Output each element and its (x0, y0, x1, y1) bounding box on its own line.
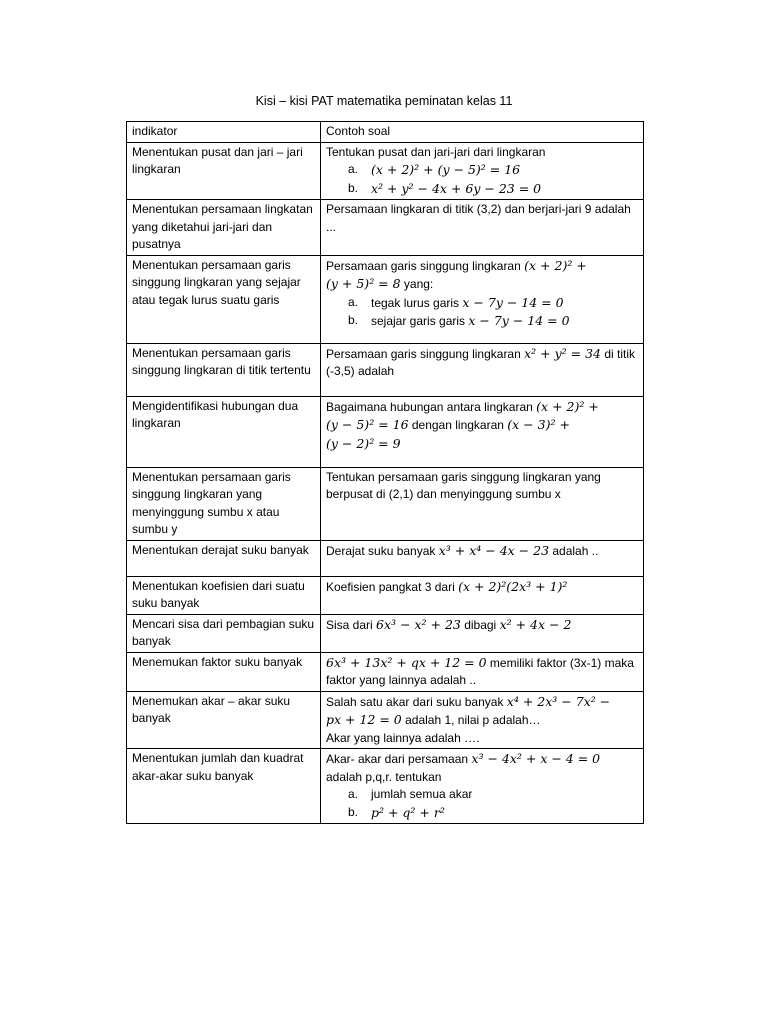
option-list (326, 786, 639, 822)
equation: x³ + x⁴ − 4x − 23 (438, 542, 550, 558)
header-indikator: indikator (127, 122, 321, 143)
soal-cell: Sisa dari 6x³ − x² + 23 dibagi x² + 4x − 2 (321, 614, 644, 652)
soal-text: (y − 5)² = 16 dengan lingkaran (x − 3)² + (326, 417, 570, 432)
equation: x³ − 4x² + x − 4 = 0 (471, 751, 601, 766)
equation: x² + 4x − 2 (499, 616, 572, 632)
document-title: Kisi – kisi PAT matematika peminatan kelas 11 (255, 94, 513, 108)
indikator-cell: Menentukan persamaan garis singgung lingkaran yang sejajar atau tegak lurus suatu garis (127, 255, 321, 343)
indikator-cell: Menentukan pusat dan jari – jari lingkaran (127, 142, 321, 200)
equation: x − 7y − 14 = 0 (462, 294, 564, 310)
option-b: b. x² + y² − 4x + 6y − 23 = 0 (348, 180, 542, 196)
table-row (127, 200, 644, 256)
option-list (326, 294, 639, 331)
equation: (y − 2)² = 9 (326, 435, 401, 451)
equation: 6x³ − x² + 23 (376, 616, 461, 632)
soal-cell: 6x³ + 13x² + qx + 12 = 0 memiliki faktor (3x-1) maka faktor yang lainnya adalah .. (321, 652, 644, 691)
soal-text: Akar yang lainnya adalah …. (326, 730, 480, 745)
soal-text: Tentukan pusat dan jari-jari dari lingkaran (326, 144, 546, 159)
option-b: b. p² + q² + r² (348, 804, 445, 820)
equation: (y − 5)² = 16 (326, 417, 409, 432)
indikator-cell: Menentukan jumlah dan kuadrat akar-akar suku banyak (127, 749, 321, 824)
table-row (127, 691, 644, 749)
equation: (x + 2)²(2x³ + 1)² (458, 578, 568, 594)
indikator-cell: Menentukan derajat suku banyak (127, 540, 321, 576)
equation: 6x³ + 13x² + qx + 12 = 0 (326, 654, 487, 670)
indikator-cell: Menemukan faktor suku banyak (127, 652, 321, 691)
soal-text: adalah p,q,r. tentukan (326, 769, 442, 784)
table-row (127, 255, 644, 343)
table-header-row (127, 122, 644, 143)
table-row (127, 652, 644, 691)
table-row (127, 396, 644, 467)
equation: px + 12 = 0 (326, 712, 402, 727)
equation: x⁴ + 2x³ − 7x² − (506, 693, 611, 709)
option-b: b. sejajar garis garis x − 7y − 14 = 0 (348, 313, 570, 328)
option-a: a. tegak lurus garis x − 7y − 14 = 0 (348, 294, 564, 310)
equation: x² + y² − 4x + 6y − 23 = 0 (371, 180, 542, 196)
soal-cell (321, 396, 644, 467)
indikator-cell: Menentukan persamaan garis singgung lingkaran di titik tertentu (127, 343, 321, 396)
soal-text (326, 435, 639, 454)
indikator-cell: Menentukan persamaan garis singgung lingkaran yang menyinggung sumbu x atau sumbu y (127, 467, 321, 540)
option-list (326, 161, 639, 198)
soal-text: Salah satu akar dari suku banyak x⁴ + 2x³ − 7x² − (326, 693, 611, 709)
soal-cell (321, 749, 644, 824)
kisi-kisi-table (126, 121, 644, 824)
soal-text: Akar- akar dari persamaan x³ − 4x² + x − 4 = 0 (326, 751, 601, 766)
soal-cell: Persamaan lingkaran di titik (3,2) dan berjari-jari 9 adalah ... (321, 200, 644, 256)
table-row (127, 540, 644, 576)
soal-text: px + 12 = 0 adalah 1, nilai p adalah… (326, 712, 541, 727)
soal-text: (y + 5)² = 8 yang: (326, 276, 434, 291)
indikator-cell: Menemukan akar – akar suku banyak (127, 691, 321, 749)
equation: (x + 2)² + (536, 398, 599, 414)
soal-cell: Koefisien pangkat 3 dari (x + 2)²(2x³ + 1)² (321, 576, 644, 614)
equation: p² + q² + r² (371, 804, 445, 820)
table-row (127, 749, 644, 824)
table-row (127, 576, 644, 614)
table-row (127, 142, 644, 200)
indikator-cell: Mengidentifikasi hubungan dua lingkaran (127, 396, 321, 467)
option-a: a. jumlah semua akar (348, 787, 473, 801)
soal-text: Bagaimana hubungan antara lingkaran (x + 2)² + (326, 398, 599, 414)
soal-cell: Derajat suku banyak x³ + x⁴ − 4x − 23 adalah .. (321, 540, 644, 576)
soal-text: Persamaan garis singgung lingkaran (x + 2)² + (326, 257, 587, 273)
table-row (127, 467, 644, 540)
indikator-cell: Mencari sisa dari pembagian suku banyak (127, 614, 321, 652)
equation: (x + 2)² + (y − 5)² = 16 (371, 162, 521, 177)
equation: (x − 3)² + (507, 417, 570, 432)
header-contoh-soal: Contoh soal (321, 122, 644, 143)
option-a: a. (x + 2)² + (y − 5)² = 16 (348, 162, 521, 177)
soal-cell: Persamaan garis singgung lingkaran x² + y² = 34 di titik (-3,5) adalah (321, 343, 644, 396)
equation: x − 7y − 14 = 0 (468, 313, 570, 328)
indikator-cell: Menentukan persamaan lingkatan yang diketahui jari-jari dan pusatnya (127, 200, 321, 256)
indikator-cell: Menentukan koefisien dari suatu suku banyak (127, 576, 321, 614)
equation: x² + y² = 34 (524, 345, 602, 361)
equation: (y + 5)² = 8 (326, 276, 401, 291)
table-row (127, 343, 644, 396)
soal-cell: Tentukan persamaan garis singgung lingkaran yang berpusat di (2,1) dan menyinggung sumbu x (321, 467, 644, 540)
soal-cell (321, 691, 644, 749)
table-row (127, 614, 644, 652)
soal-cell (321, 255, 644, 343)
soal-cell (321, 142, 644, 200)
equation: (x + 2)² + (524, 257, 587, 273)
